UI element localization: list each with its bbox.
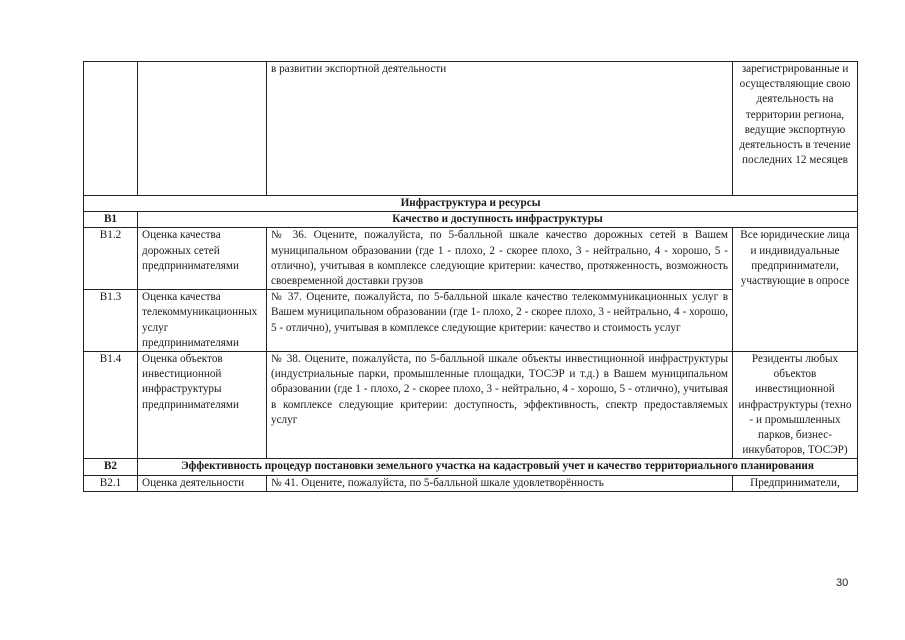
section-heading: Инфраструктура и ресурсы bbox=[84, 196, 858, 212]
question-cell: № 36. Оцените, пожалуйста, по 5-балльной шкале качество дорожных сетей в Вашем муниципальном образовании (где 1 - плохо, 2 - скорее плохо, 3 - нейтрально, 4 - хорошо, 5 - отлично), учитывая в комплексе следующие критерии: качество, протяженность, возможность своевременной доставки грузов bbox=[267, 228, 733, 290]
indicator-cell: Оценка качества дорожных сетей предпринимателями bbox=[138, 228, 267, 290]
section-row bbox=[84, 196, 858, 212]
indicator-cell: Оценка объектов инвестиционной инфраструктуры предпринимателями bbox=[138, 352, 267, 459]
indicator-cell: Оценка деятельности bbox=[138, 475, 267, 491]
subsection-title: Качество и доступность инфраструктуры bbox=[138, 212, 858, 228]
question-cell: № 37. Оцените, пожалуйста, по 5-балльной шкале качество телекоммуникационных услуг в Вашем муниципальном образовании (где 1- плохо, 2 - скорее плохо, 3 - нейтрально, 4 - хорошо, 5 - отлично), учитывая в комплексе следующие критерии: качество и стоимость услуг bbox=[267, 290, 733, 352]
indicator-table bbox=[83, 61, 858, 492]
subsection-code: В1 bbox=[84, 212, 138, 228]
question-cell: № 41. Оцените, пожалуйста, по 5-балльной шкале удовлетворённость bbox=[267, 475, 733, 491]
code-cell: В2.1 bbox=[84, 475, 138, 491]
table-row bbox=[84, 62, 858, 196]
code-cell: В1.4 bbox=[84, 352, 138, 459]
question-cell: в развитии экспортной деятельности bbox=[267, 62, 733, 196]
subsection-title: Эффективность процедур постановки земельного участка на кадастровый учет и качество территориального планирования bbox=[138, 459, 858, 475]
subsection-row bbox=[84, 212, 858, 228]
subsection-code: В2 bbox=[84, 459, 138, 475]
audience-cell: Резиденты любых объектов инвестиционной инфраструктуры (техно - и промышленных парков, бизнес-инкубаторов, ТОСЭР) bbox=[733, 352, 858, 459]
code-cell: В1.3 bbox=[84, 290, 138, 352]
question-cell: № 38. Оцените, пожалуйста, по 5-балльной шкале объекты инвестиционной инфраструктуры (индустриальные парки, промышленные площадки, ТОСЭР и т.д.) в Вашем муниципальном образовании (где 1 - плохо, 2 - скорее плохо, 3 - нейтрально, 4 - хорошо, 5 - отлично), учитывая в комплексе следующие критерии: доступность, эффективность, спектр предоставляемых услуг bbox=[267, 352, 733, 459]
subsection-row bbox=[84, 459, 858, 475]
audience-cell: Все юридические лица и индивидуальные предприниматели, участвующие в опросе bbox=[733, 228, 858, 352]
table-row bbox=[84, 228, 858, 290]
code-cell: В1.2 bbox=[84, 228, 138, 290]
table-row bbox=[84, 352, 858, 459]
audience-cell: зарегистрированные и осуществляющие свою деятельность на территории региона, ведущие экспортную деятельность в течение последних 12 месяцев bbox=[733, 62, 858, 196]
code-cell bbox=[84, 62, 138, 196]
indicator-cell: Оценка качества телекоммуникационных услуг предпринимателями bbox=[138, 290, 267, 352]
audience-cell: Предприниматели, bbox=[733, 475, 858, 491]
table-row bbox=[84, 475, 858, 491]
indicator-cell bbox=[138, 62, 267, 196]
page-number: 30 bbox=[836, 577, 849, 589]
